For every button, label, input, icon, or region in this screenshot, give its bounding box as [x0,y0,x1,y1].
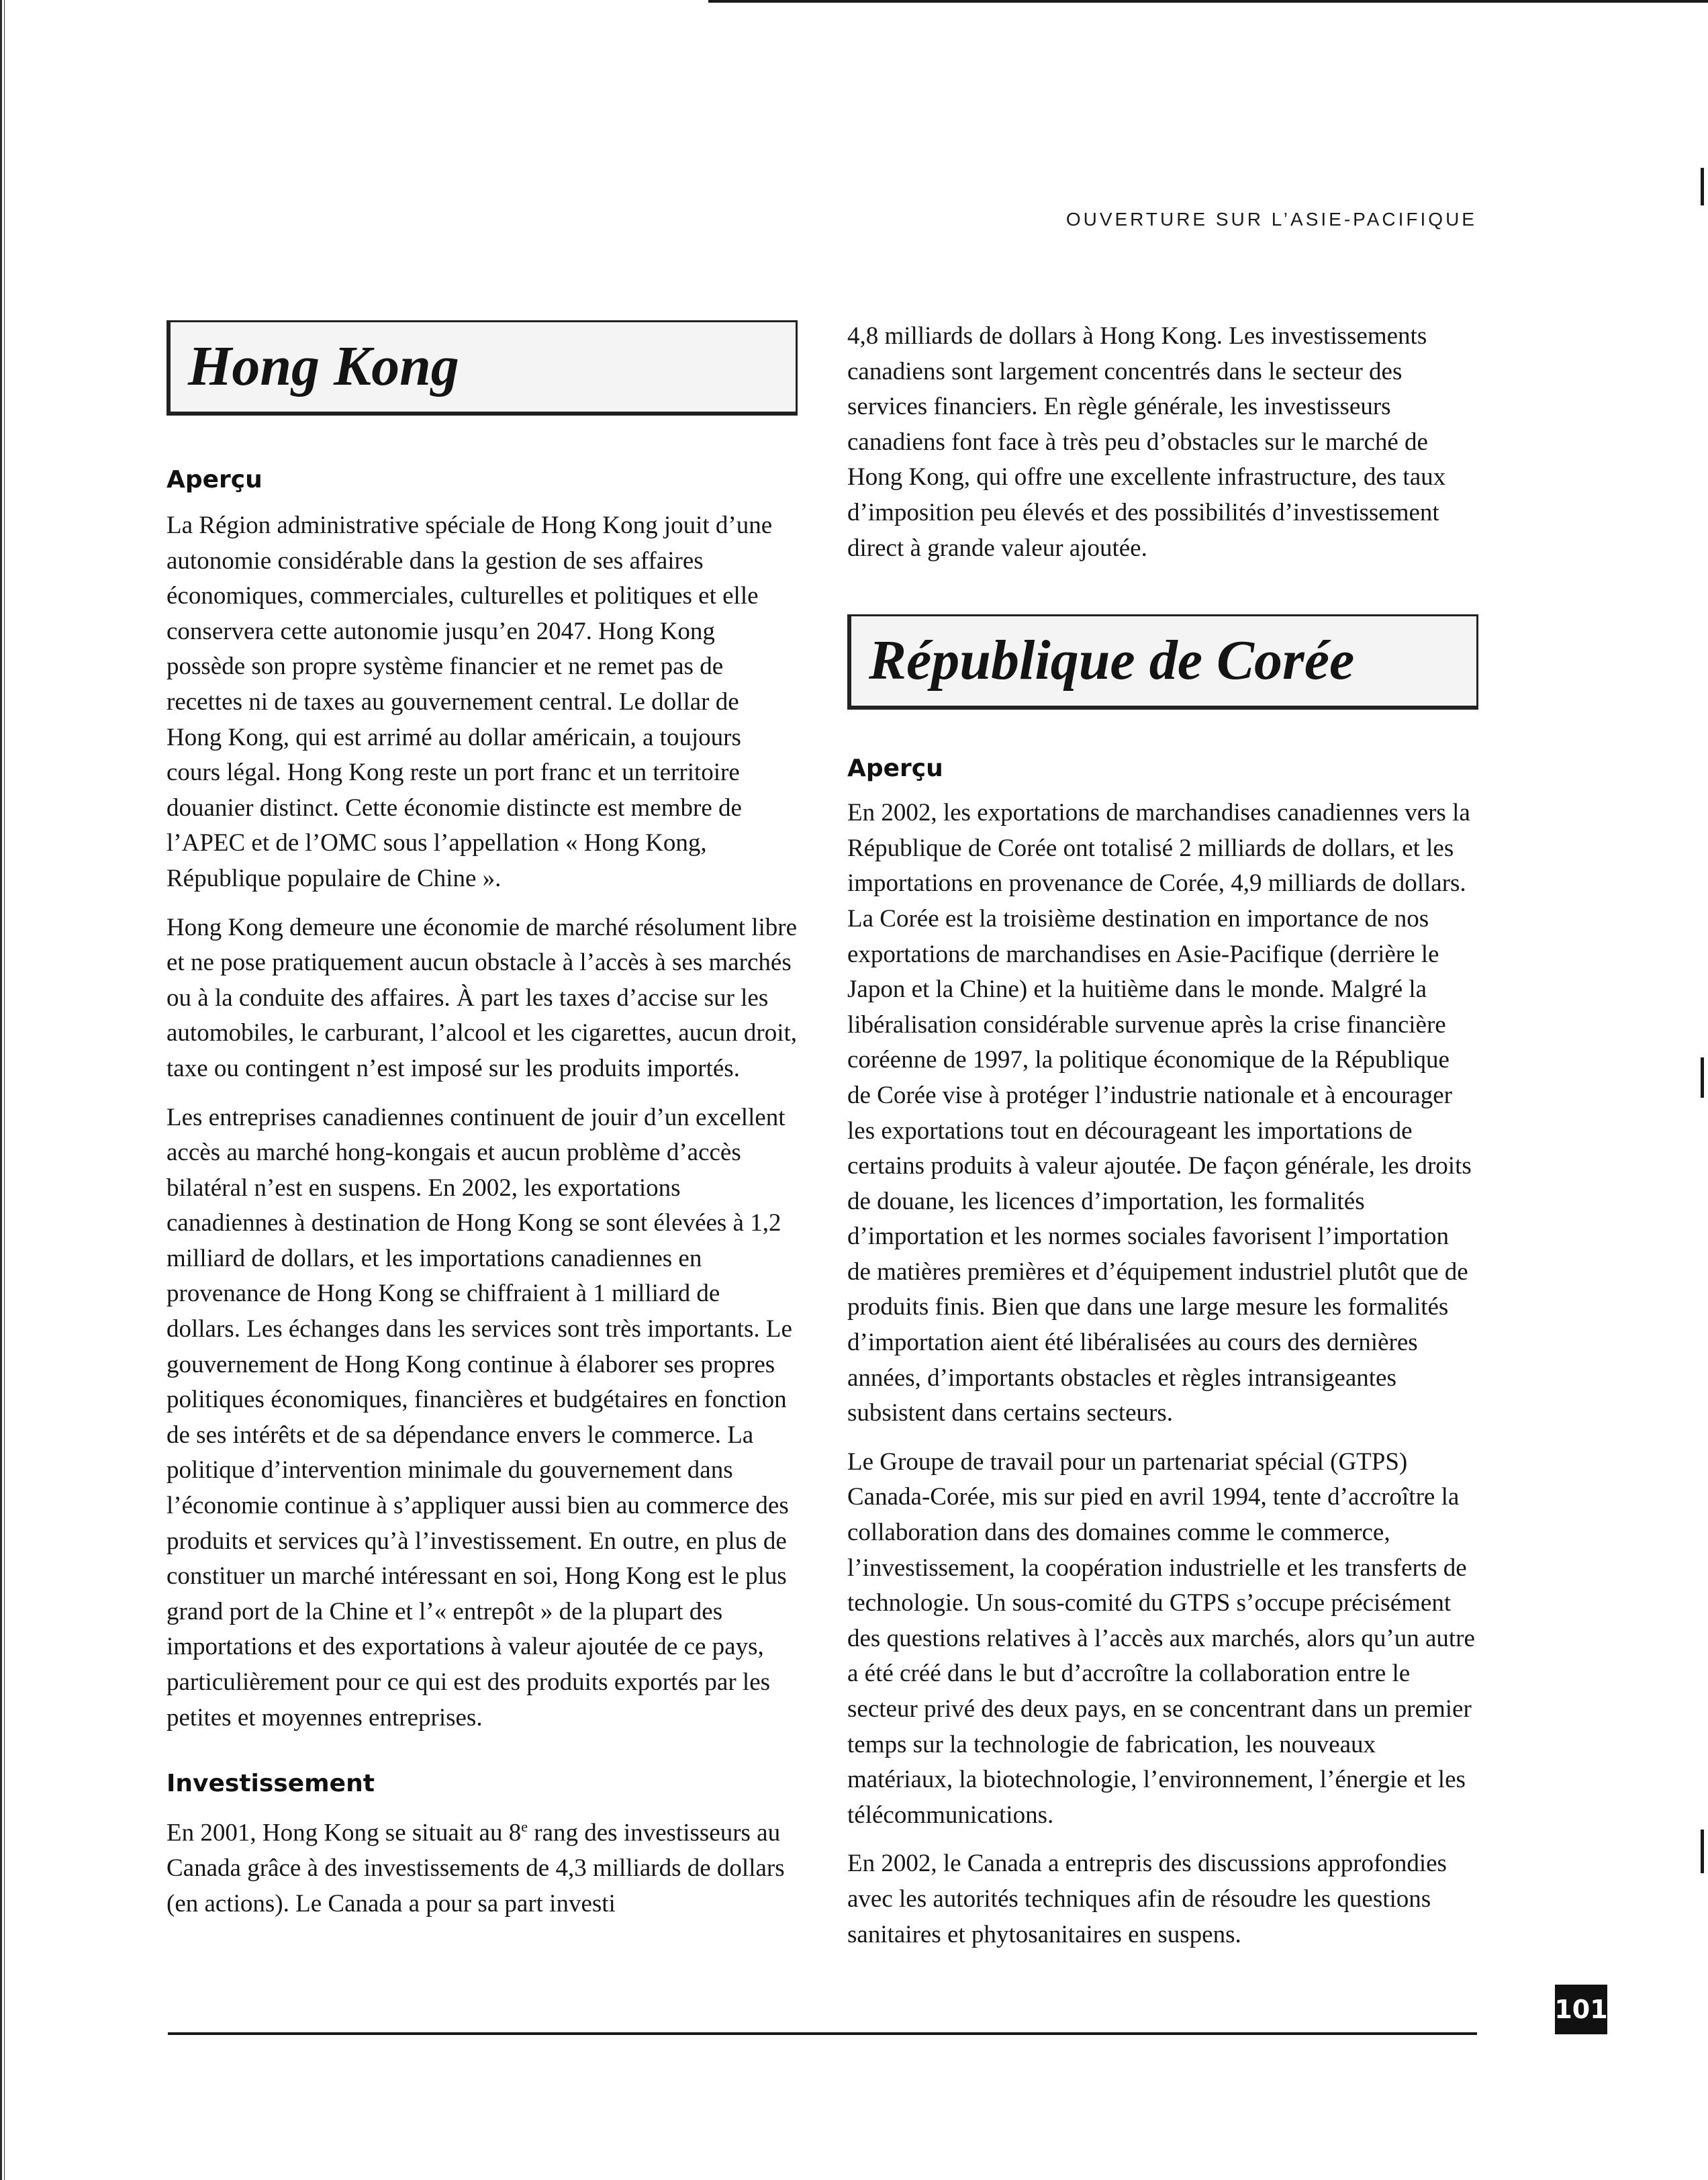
korea-title-box [847,614,1478,710]
bottom-rule [168,2032,1477,2035]
page-number-badge [1555,1985,1607,2034]
right-column [847,319,1478,1952]
running-header: OUVERTURE SUR L’ASIE-PACIFIQUE [1065,209,1477,230]
hong-kong-paragraph-3: Les entreprises canadiennes continuent de jouir d’un excellent accès au marché hong-kongais et aucun problème d’accès bilatéral n’est en suspens. En 2002, les exportations canadiennes à destination de Hong Kong se sont élevées à 1,2 milliard de dollars, et les importations canadiennes en provenance de Hong Kong se chiffraient à 1 milliard de dollars. Les échanges dans les services sont très importants. Le gouvernement de Hong Kong continue à élaborer ses propres politiques économiques, financières et budgétaires en fonction de ses intérêts et de sa dépendance envers le commerce. La politique d’intervention minimale du gouvernement dans l’économie continue à s’appliquer aussi bien au commerce des produits et services qu’à l’investissement. En outre, en plus de constituer un marché intéressant en soi, Hong Kong est le plus grand port de la Chine et l’« entrepôt » de la plupart des importations et des exportations à valeur ajoutée de ce pays, particulièrement pour ce qui est des produits exportés par les petites et moyennes entreprises. [167,1103,792,1732]
hong-kong-investment-continued: 4,8 milliards de dollars à Hong Kong. Les investissements canadiens sont largement concentrés dans le secteur des services financiers. En règle générale, les investisseurs canadiens font face à très peu d’obstacles sur le marché de Hong Kong, qui offre une excellente infrastructure, des taux d’imposition peu élevés et des possibilités d’investissement direct à grande valeur ajoutée. [847,322,1446,562]
hong-kong-title: Hong Kong [188,335,459,398]
korea-paragraph-3: En 2002, le Canada a entrepris des discussions approfondies avec les autorités techniques afin de résoudre les questions sanitaires et phytosanitaires en suspens. [847,1850,1447,1948]
korea-paragraph-1: En 2002, les exportations de marchandises canadiennes vers la République de Corée ont totalisé 2 milliards de dollars, et les importations en provenance de Corée, 4,9 milliards de dollars. La Corée est la troisième destination en importance de nos exportations de marchandises en Asie-Pacifique (derrière le Japon et la Chine) et la huitième dans le monde. Malgré la libéralisation considérable survenue après la crise financière coréenne de 1997, la politique économique de la République de Corée vise à protéger l’industrie nationale et à encourager les exportations tout en décourageant les importations de certains produits à valeur ajoutée. De façon générale, les droits de douane, les licences d’importation, les formalités d’importation et les normes sociales favorisent l’importation de matières premières et d’équipement industriel plutôt que de produits finis. Bien que dans une large mesure les formalités d’importation aient été libéralisées au cours des dernières années, d’importants obstacles et règles intransigeantes subsistent dans certains secteurs. [847,799,1472,1427]
ordinal-superscript: e [521,1818,528,1836]
scan-edge-mark [1701,1830,1704,1873]
hong-kong-paragraph-2: Hong Kong demeure une économie de marché résolument libre et ne pose pratiquement aucun obstacle à l’accès à ses marchés ou à la conduite des affaires. À part les taxes d’accise sur les automobiles, le carburant, l’alcool et les cigarettes, aucun droit, taxe ou contingent n’est imposé sur les produits importés. [167,913,798,1082]
page-binding-edge [0,0,8,2180]
hong-kong-overview-heading: Aperçu [167,466,263,493]
top-rule [708,0,1708,3]
left-column [167,320,798,1922]
hong-kong-paragraph-1: La Région administrative spéciale de Hong Kong jouit d’une autonomie considérable dans la gestion de ses affaires économiques, commerciales, culturelles et politiques et elle conservera cette autonomie jusqu’en 2047. Hong Kong possède son propre système financier et ne remet pas de recettes ni de taxes au gouvernement central. Le dollar de Hong Kong, qui est arrimé au dollar américain, a toujours cours légal. Hong Kong reste un port franc et un territoire douanier distinct. Cette économie distincte est membre de l’APEC et de l’OMC sous l’appellation « Hong Kong, République populaire de Chine ». [167,512,773,892]
page-number: 101 [1554,1995,1608,2024]
hong-kong-title-box [167,320,798,416]
korea-overview-heading: Aperçu [847,755,943,783]
scan-edge-mark [1701,168,1704,205]
scan-edge-mark [1701,1057,1704,1098]
investment-text-start: En 2001, Hong Kong se situait au 8 [167,1819,522,1847]
korea-title: République de Corée [869,629,1355,692]
korea-paragraph-2: Le Groupe de travail pour un partenariat spécial (GTPS) Canada-Corée, mis sur pied en avril 1994, tente d’accroître la collaboration dans des domaines comme le commerce, l’investissement, la coopération industrielle et les transferts de technologie. Un sous-comité du GTPS s’occupe précisément des questions relatives à l’accès aux marchés, alors qu’un autre a été créé dans le but d’accroître la collaboration entre le secteur privé des deux pays, en se concentrant dans un premier temps sur la technologie de fabrication, les nouveaux matériaux, la biotechnologie, l’environnement, l’énergie et les télécommunications. [847,1448,1475,1829]
hong-kong-investment-heading: Investissement [167,1770,375,1798]
investment-text-end: rang des investisseurs au Canada grâce à des investissements de 4,3 milliards de dollars (en actions). Le Canada a pour sa part investi [167,1819,785,1917]
hong-kong-investment-paragraph [167,1809,798,1922]
